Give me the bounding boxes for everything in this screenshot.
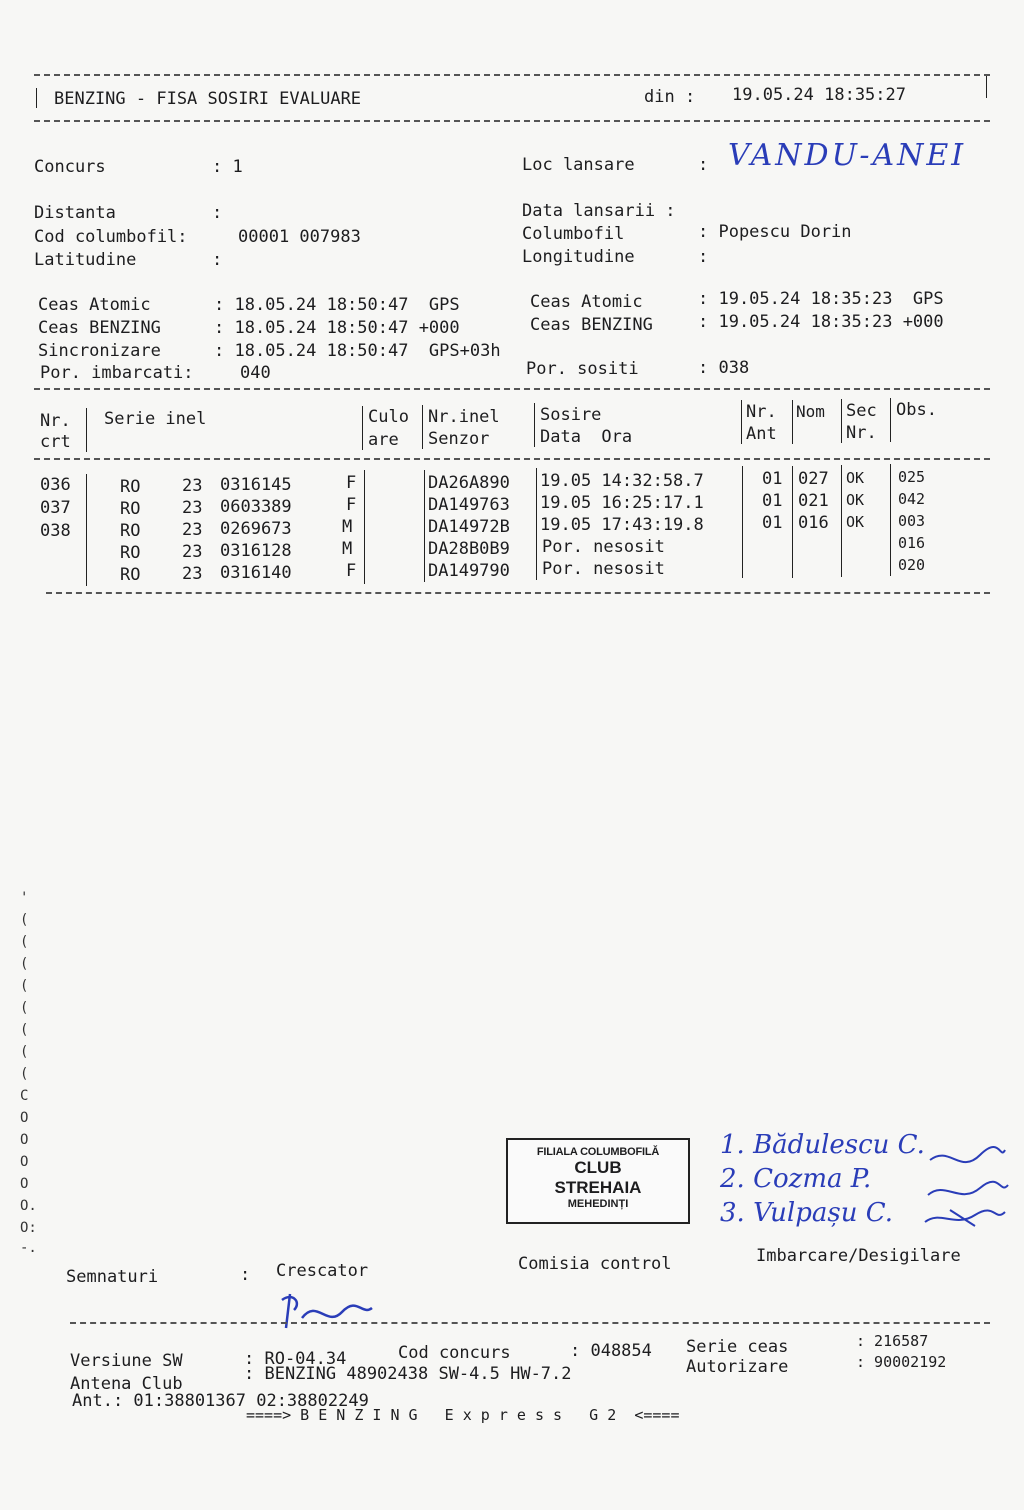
row-obs: 020: [898, 556, 926, 574]
row-sec: OK: [846, 491, 865, 509]
divider: [890, 464, 891, 576]
row-sosire: 19.05 17:43:19.8: [540, 515, 704, 535]
row-senzor: DA14972B: [428, 517, 510, 537]
row-ant: 01: [762, 491, 783, 511]
ceas-benzing-end: : 19.05.24 18:35:23 +000: [698, 312, 944, 332]
longitudine-label: Longitudine: [522, 247, 635, 267]
sincronizare-value: : 18.05.24 18:50:47 GPS+03h: [214, 341, 501, 361]
row-sosire: Por. nesosit: [542, 537, 665, 557]
row-nom: 027: [798, 469, 829, 489]
columbofil-value: : Popescu Dorin: [698, 222, 852, 242]
versiune-label: Versiune SW: [70, 1351, 183, 1371]
row-senzor: DA149790: [428, 561, 510, 581]
club-stamp: [506, 1138, 690, 1224]
cod-concurs-value: : 048854: [570, 1341, 652, 1361]
stamp-line: FILIALA COLUMBOFILĂ: [536, 1146, 660, 1158]
divider: [34, 458, 990, 460]
divider: [36, 88, 37, 108]
row-country: RO: [120, 521, 141, 541]
col-header-serie-inel: Serie inel: [104, 409, 207, 429]
divider: [364, 470, 365, 584]
row-sex: F: [346, 473, 357, 493]
col-header-senzor: Senzor: [428, 429, 490, 449]
divider: [34, 120, 990, 122]
handwritten-name: 3. Vulpașu C.: [720, 1198, 893, 1228]
loc-lansare-value: VANDU-ANEI: [728, 138, 967, 173]
imbarcare-label: Imbarcare/Desigilare: [756, 1246, 961, 1266]
row-sosire: 19.05 14:32:58.7: [540, 471, 704, 491]
row-year: 23: [182, 476, 203, 496]
stamp-line: STREHAIA: [554, 1178, 642, 1197]
row-senzor: DA149763: [428, 495, 510, 515]
divider: [70, 1322, 990, 1324]
sincronizare-label: Sincronizare: [38, 341, 161, 361]
distanta-label: Distanta: [34, 203, 116, 223]
row-senzor: DA26A890: [428, 473, 510, 493]
divider: [534, 403, 535, 447]
row-sex: F: [346, 561, 357, 581]
ceas-atomic-start: : 18.05.24 18:50:47 GPS: [214, 295, 460, 315]
ceas-atomic-end: : 19.05.24 18:35:23 GPS: [698, 289, 944, 309]
divider: [86, 474, 87, 586]
divider: [792, 466, 793, 578]
semnaturi-label: Semnaturi: [66, 1267, 159, 1287]
antena-label: Antena Club: [70, 1374, 183, 1394]
date-label: din :: [644, 87, 696, 107]
semnaturi-sep: :: [240, 1265, 251, 1285]
divider: [46, 592, 990, 594]
serie-ceas-value: : 216587: [856, 1332, 929, 1350]
divider: [986, 76, 987, 98]
col-header-obs: Obs.: [896, 400, 937, 420]
row-obs: 016: [898, 534, 926, 552]
row-country: RO: [120, 565, 141, 585]
comisia-label: Comisia control: [518, 1254, 672, 1274]
col-header-nr: Nr.: [40, 411, 71, 431]
autorizare-label: Autorizare: [686, 1357, 789, 1377]
row-sosire: 19.05 16:25:17.1: [540, 493, 704, 513]
latitudine-value: :: [212, 250, 223, 270]
ceas-atomic-right-label: Ceas Atomic: [530, 292, 643, 312]
row-sex: M: [342, 517, 353, 537]
divider: [841, 399, 842, 443]
row-serie: 0603389: [220, 497, 292, 517]
antena-value: : BENZING 48902438 SW-4.5 HW-7.2: [244, 1364, 572, 1384]
distanta-value: :: [212, 203, 223, 223]
por-imbarcati-label: Por. imbarcati:: [40, 363, 194, 383]
divider: [741, 400, 742, 444]
row-serie: 0269673: [220, 519, 292, 539]
row-nom: 016: [798, 513, 829, 533]
crescator-label: Crescator: [276, 1261, 369, 1281]
stamp-line: MEHEDINȚI: [567, 1198, 629, 1210]
ceas-benzing-right-label: Ceas BENZING: [530, 315, 653, 335]
cod-columbofil-value: 00001 007983: [238, 227, 361, 247]
row-obs: 003: [898, 512, 926, 530]
ceas-atomic-label: Ceas Atomic: [38, 295, 151, 315]
por-sositi-value: : 038: [698, 358, 750, 378]
cod-columbofil-label: Cod columbofil:: [34, 227, 188, 247]
row-crt: 036: [40, 475, 71, 495]
row-obs: 042: [898, 490, 926, 508]
row-country: RO: [120, 543, 141, 563]
col-header-crt: crt: [40, 432, 71, 452]
row-year: 23: [182, 520, 203, 540]
por-imbarcati-value: 040: [240, 363, 271, 383]
row-sex: M: [342, 539, 353, 559]
divider: [34, 388, 990, 390]
col-header-data-ora: Data Ora: [540, 427, 633, 447]
col-header-culoare: Culo: [368, 407, 409, 427]
divider: [424, 470, 425, 582]
col-header-culoare-2: are: [368, 430, 399, 450]
concurs-label: Concurs: [34, 157, 106, 177]
row-country: RO: [120, 477, 141, 497]
antenna-ids: Ant.: 01:38801367 02:38802249: [72, 1391, 369, 1411]
row-year: 23: [182, 498, 203, 518]
row-crt: 037: [40, 498, 71, 518]
divider: [536, 468, 537, 580]
divider: [841, 465, 842, 577]
handwritten-name: 1. Bădulescu C.: [720, 1130, 925, 1160]
brand-line: ====> B E N Z I N G E x p r e s s G 2 <====: [246, 1406, 680, 1424]
data-lansarii-label: Data lansarii :: [522, 201, 676, 221]
divider: [792, 400, 793, 444]
versiune-value: : RO-04.34: [244, 1349, 347, 1369]
columbofil-label: Columbofil: [522, 224, 625, 244]
concurs-value: : 1: [212, 157, 243, 177]
divider: [362, 406, 363, 450]
row-sex: F: [346, 495, 357, 515]
longitudine-value: :: [698, 247, 709, 267]
col-header-sosire: Sosire: [540, 405, 602, 425]
report-date: 19.05.24 18:35:27: [732, 85, 906, 105]
row-obs: 025: [898, 468, 926, 486]
row-serie: 0316128: [220, 541, 292, 561]
row-nom: 021: [798, 491, 829, 511]
row-country: RO: [120, 499, 141, 519]
row-serie: 0316140: [220, 563, 292, 583]
row-sec: OK: [846, 513, 865, 531]
divider: [742, 466, 743, 578]
ceas-benzing-label: Ceas BENZING: [38, 318, 161, 338]
crescator-signature: [272, 1288, 382, 1340]
col-header-nom: Nom: [796, 402, 825, 421]
row-year: 23: [182, 564, 203, 584]
cod-concurs-label: Cod concurs: [398, 1343, 511, 1363]
row-ant: 01: [762, 513, 783, 533]
latitudine-label: Latitudine: [34, 250, 137, 270]
divider: [86, 408, 87, 452]
por-sositi-label: Por. sositi: [526, 359, 639, 379]
divider: [890, 398, 891, 442]
printout-page: BENZING - FISA SOSIRI EVALUARE din : 19.05.24 18:35:27 Concurs : 1 Loc lansare : VANDU-ANEI Distanta : Cod columbofil: 00001 007983 Latitudine : Data lansarii : Columbofil : Popescu Dorin Longitudine : Ceas Atomic : 18.05.24 18:50:47 GPS Ceas BENZING : 18.05.24 18:50:47 +000 Sincronizare : 18.05.24 18:50:47 GPS+03h Por. imbarcati: 040 Ceas Atomic : 19.05.24 18:35:23 GPS Ceas BENZING : 19.05.24 18:35:23 +000 Por. sositi : 038 Nr. crt Serie inel Culo are Nr.inel Senzor Sosire Data Ora Nr. Ant Nom Sec Nr. Obs. 036 RO 23 0316145 F DA26A890 19.05 14:32:58.7 01 027 OK 025 037 RO 23 0603389 F DA149763 19.05 16:25:17.1 01 021 OK 042 038 RO 23 0269673 M DA14972B 19.05 17:43:19.8 01 016 OK 003 RO 23 0316128 M DA28B0B9 Por. nesosit 016 RO 23 0316140 F DA149790 Por. nesosit 020 ' ( ( ( ( ( ( ( ( C O O O O O. O: -. FILIALA COLUMBOFILĂ CLUB STREHAIA MEHEDINȚI 1. Bădulescu C. 2. Cozma P. 3. Vulpașu C. Semnaturi : Crescator Comisia control Imbarcare/Desigilare Versiune SW : RO-04.34 Cod concurs : 048854 Serie ceas : 216587 Antena Club : BENZING 48902438 SW-4.5 HW-7.2 Autorizare : 90002192 Ant.: 01:38801367 02:38802249 ====> B E N Z I N G E x p r e s s G 2 <====: [0, 0, 1024, 1510]
handwritten-name: 2. Cozma P.: [720, 1164, 872, 1194]
report-title: BENZING - FISA SOSIRI EVALUARE: [54, 89, 362, 109]
row-ant: 01: [762, 469, 783, 489]
row-serie: 0316145: [220, 475, 292, 495]
row-senzor: DA28B0B9: [428, 539, 510, 559]
row-crt: 038: [40, 521, 71, 541]
row-year: 23: [182, 542, 203, 562]
col-header-ant: Ant: [746, 424, 777, 444]
signature-scribbles: [920, 1140, 1010, 1230]
divider: [422, 405, 423, 449]
serie-ceas-label: Serie ceas: [686, 1337, 789, 1357]
loc-lansare-sep: :: [698, 155, 709, 175]
col-header-nr-inel: Nr.inel: [428, 407, 500, 427]
row-sec: OK: [846, 469, 865, 487]
ceas-benzing-start: : 18.05.24 18:50:47 +000: [214, 318, 460, 338]
autorizare-value: : 90002192: [856, 1353, 947, 1371]
col-header-nr-ant: Nr.: [746, 402, 777, 422]
col-header-sec-nr: Nr.: [846, 423, 877, 443]
row-sosire: Por. nesosit: [542, 559, 665, 579]
divider: [34, 74, 990, 76]
col-header-sec: Sec: [846, 401, 877, 421]
stamp-line: CLUB: [574, 1158, 622, 1177]
loc-lansare-label: Loc lansare: [522, 155, 635, 175]
